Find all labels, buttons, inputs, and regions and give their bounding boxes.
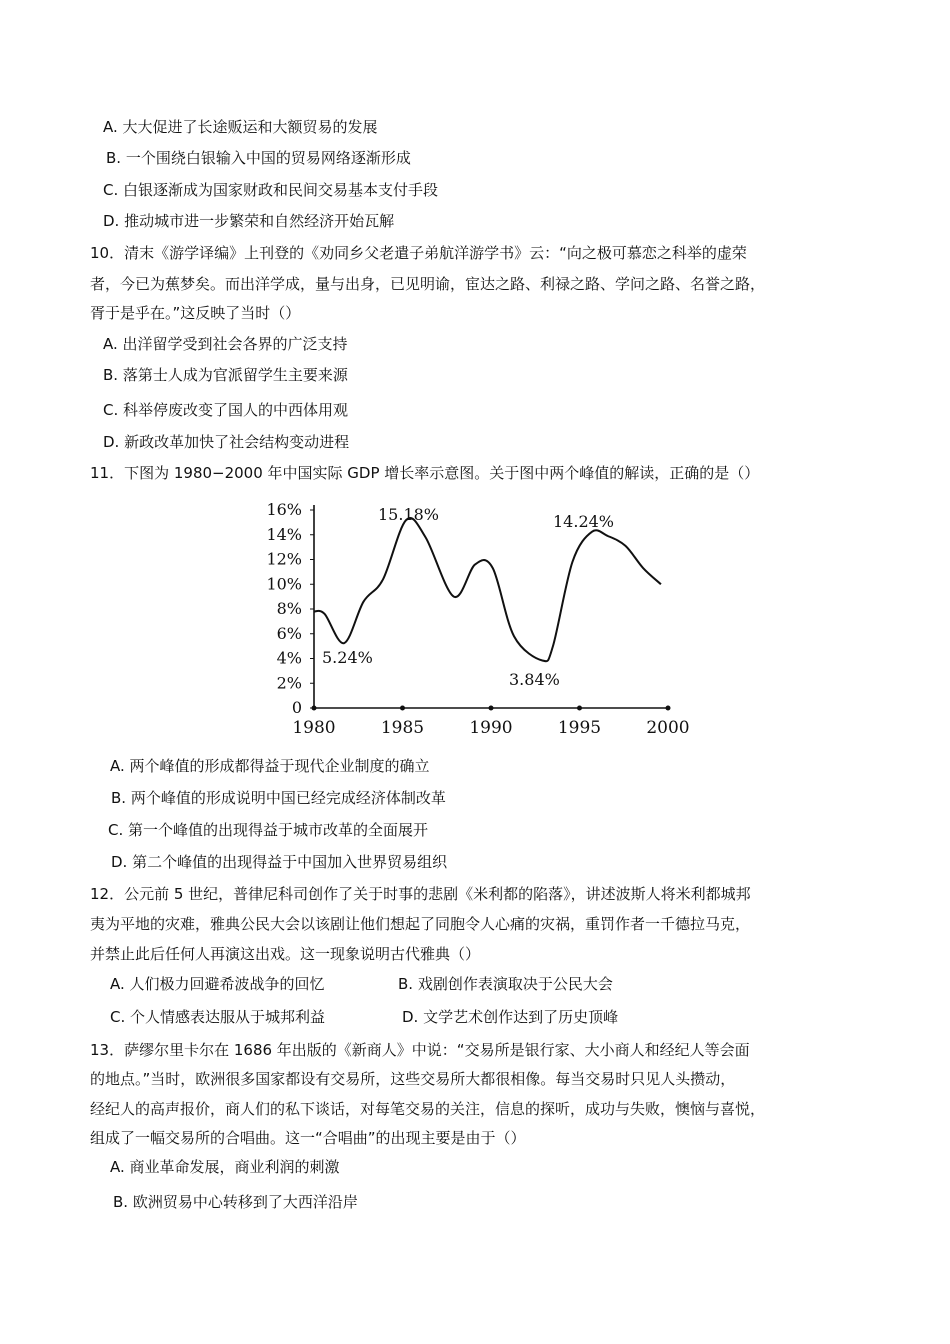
q13-stem-line4: 组成了一幅交易所的合唱曲。这一“合唱曲”的出现主要是由于（） [90,1129,526,1147]
q11-option-a: A. 两个峰值的形成都得益于现代企业制度的确立 [110,757,430,775]
q10-option-b: B. 落第士人成为官派留学生主要来源 [103,366,348,384]
gdp-growth-line [314,518,661,661]
q11-option-d: D. 第二个峰值的出现得益于中国加入世界贸易组织 [111,853,448,871]
q9-option-c: C. 白银逐渐成为国家财政和民间交易基本支付手段 [103,181,439,199]
q12-option-c: C. 个人情感表达服从于城邦利益 [110,1008,326,1026]
annotation-14-24: 14.24% [553,512,615,531]
x-axis-ticks [292,706,689,739]
q12-stem-line1: 12．公元前 5 世纪，普律尼科司创作了关于时事的悲剧《米利都的陷落》，讲述波斯人将米利都城邦 [90,885,751,903]
q12-option-b: B. 戏剧创作表演取决于公民大会 [398,975,613,993]
q13-option-a: A. 商业革命发展，商业利润的刺激 [110,1158,340,1176]
q11-option-b: B. 两个峰值的形成说明中国已经完成经济体制改革 [111,789,446,807]
gdp-growth-chart [266,495,710,745]
y-tick-label: 12% [266,549,302,569]
q11-stem: 11．下图为 1980−2000 年中国实际 GDP 增长率示意图。关于图中两个峰值的解读，正确的是（） [90,464,760,482]
x-tick-label: 1985 [380,718,425,738]
q9-option-d: D. 推动城市进一步繁荣和自然经济开始瓦解 [103,212,395,230]
q12-option-a: A. 人们极力回避希波战争的回忆 [110,975,325,993]
q10-option-a: A. 出洋留学受到社会各界的广泛支持 [103,335,348,353]
y-tick-label: 14% [266,524,302,544]
annotation-5-24: 5.24% [322,648,373,667]
q12-option-d: D. 文学艺术创作达到了历史顶峰 [402,1008,619,1026]
q13-stem-line3: 经纪人的高声报价，商人们的私下谈话，对每笔交易的关注，信息的探听，成功与失败，懊恼与喜悦， [90,1100,766,1118]
y-tick-label: 4% [276,648,302,668]
x-tick-label: 1995 [557,718,602,738]
y-tick-label: 0 [291,698,302,717]
q10-option-c: C. 科举停废改变了国人的中西体用观 [103,401,349,419]
q13-option-b: B. 欧洲贸易中心转移到了大西洋沿岸 [113,1193,358,1211]
y-tick-label: 2% [276,673,302,693]
q13-stem-line2: 的地点。”当时，欧洲很多国家都设有交易所，这些交易所大都很相像。每当交易时只见人头攒动， [90,1070,736,1088]
q9-option-b: B. 一个围绕白银输入中国的贸易网络逐渐形成 [106,149,411,167]
q12-stem-line2: 夷为平地的灾难，雅典公民大会以该剧让他们想起了同胞令人心痛的灾祸，重罚作者一千德拉马克， [90,915,751,933]
y-tick-label: 16% [266,500,302,519]
q13-stem-line1: 13．萨缪尔里卡尔在 1686 年出版的《新商人》中说：“交易所是银行家、大小商人和经纪人等会面 [90,1041,750,1059]
q10-stem-line1: 10．清末《游学译编》上刊登的《劝同乡父老遣子弟航洋游学书》云：“向之极可慕恋之科举的虚荣 [90,244,747,262]
y-tick-label: 8% [276,599,302,618]
annotation-15-18: 15.18% [378,505,440,524]
x-tick-label: 1980 [292,718,336,738]
y-tick-label: 10% [266,574,302,594]
q12-stem-line3: 并禁止此后任何人再演这出戏。这一现象说明古代雅典（） [90,945,481,963]
annotation-3-84: 3.84% [509,670,560,689]
y-tick-label: 6% [276,623,302,643]
q10-stem-line2: 者，今已为蕉梦矣。而出洋学成，量与出身，已见明谕，宦达之路、利禄之路、学问之路、名誉之路， [90,275,766,293]
q10-option-d: D. 新政改革加快了社会结构变动进程 [103,433,350,451]
x-tick-label: 1990 [469,718,513,738]
y-axis-ticks [266,500,314,717]
x-tick-label: 2000 [646,718,690,738]
q11-option-c: C. 第一个峰值的出现得益于城市改革的全面展开 [108,821,429,839]
q10-stem-line3: 胥于是乎在。”这反映了当时（） [90,304,301,322]
q9-option-a: A. 大大促进了长途贩运和大额贸易的发展 [103,118,378,136]
